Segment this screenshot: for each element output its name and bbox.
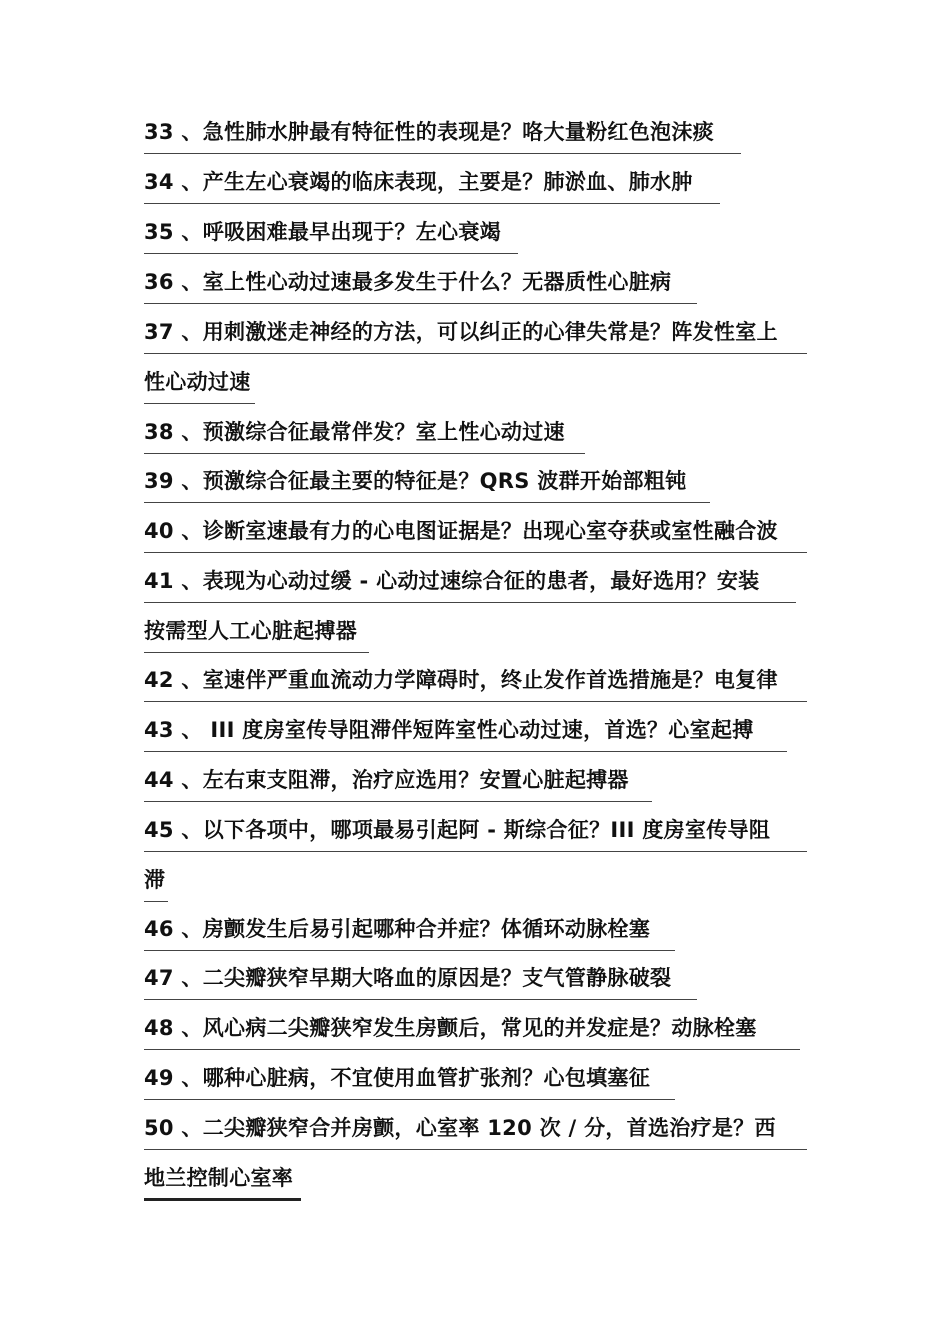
list-item — [144, 268, 671, 296]
underline — [144, 253, 518, 255]
list-item-continuation — [144, 866, 165, 894]
underline — [144, 1198, 301, 1201]
item-text: 46 、房颤发生后易引起哪种合并症？体循环动脉栓塞 — [144, 917, 651, 941]
list-item — [144, 1064, 650, 1092]
list-item — [144, 318, 778, 346]
underline — [144, 403, 255, 405]
underline — [144, 950, 675, 952]
list-item — [144, 716, 754, 744]
underline — [144, 602, 796, 604]
underline — [144, 701, 807, 703]
item-text: 48 、风心病二尖瓣狭窄发生房颤后，常见的并发症是？动脉栓塞 — [144, 1016, 757, 1040]
item-text: 44 、左右束支阻滞，治疗应选用？安置心脏起搏器 — [144, 768, 629, 792]
item-text: 42 、室速伴严重血流动力学障碍时，终止发作首选措施是？电复律 — [144, 668, 778, 692]
list-item — [144, 964, 671, 992]
underline — [144, 751, 787, 753]
item-text: 47 、二尖瓣狭窄早期大咯血的原因是？支气管静脉破裂 — [144, 966, 672, 990]
underline — [144, 851, 807, 853]
item-text: 38 、预激综合征最常伴发？室上性心动过速 — [144, 420, 565, 444]
underline — [144, 453, 585, 455]
list-item — [144, 118, 714, 146]
list-item — [144, 1114, 776, 1142]
list-item — [144, 218, 501, 246]
item-text: 43 、 III 度房室传导阻滞伴短阵室性心动过速，首选？心室起搏 — [144, 718, 754, 742]
list-item — [144, 418, 565, 446]
underline — [144, 1149, 807, 1151]
list-item-continuation — [144, 1164, 293, 1192]
underline — [144, 353, 807, 355]
underline — [144, 1049, 800, 1051]
list-item — [144, 168, 693, 196]
underline — [144, 153, 741, 155]
item-text: 45 、以下各项中，哪项最易引起阿 - 斯综合征？III 度房室传导阻 — [144, 818, 771, 842]
list-item — [144, 766, 629, 794]
item-text: 地兰控制心室率 — [144, 1166, 294, 1190]
item-text: 49 、哪种心脏病，不宜使用血管扩张剂？心包填塞征 — [144, 1066, 651, 1090]
item-text: 性心动过速 — [144, 370, 251, 394]
underline — [144, 203, 720, 205]
item-text: 35 、呼吸困难最早出现于？左心衰竭 — [144, 220, 501, 244]
item-text: 50 、二尖瓣狭窄合并房颤，心室率 120 次 / 分，首选治疗是？西 — [144, 1116, 776, 1140]
underline — [144, 1099, 675, 1101]
item-text: 39 、预激综合征最主要的特征是？QRS 波群开始部粗钝 — [144, 469, 687, 493]
underline — [144, 999, 697, 1001]
item-text: 37 、用刺激迷走神经的方法，可以纠正的心律失常是？阵发性室上 — [144, 320, 778, 344]
underline — [144, 303, 697, 305]
list-item-continuation — [144, 368, 251, 396]
underline — [144, 901, 168, 903]
item-text: 滞 — [144, 868, 166, 892]
underline — [144, 801, 652, 803]
list-item — [144, 567, 759, 595]
item-text: 41 、表现为心动过缓 - 心动过速综合征的患者，最好选用？安装 — [144, 569, 760, 593]
underline — [144, 652, 369, 654]
list-item — [144, 1014, 757, 1042]
item-text: 34 、产生左心衰竭的临床表现，主要是？肺淤血、肺水肿 — [144, 170, 693, 194]
item-text: 36 、室上性心动过速最多发生于什么？无器质性心脏病 — [144, 270, 672, 294]
list-item — [144, 816, 770, 844]
item-text: 按需型人工心脏起搏器 — [144, 619, 357, 643]
item-text: 40 、诊断室速最有力的心电图证据是？出现心室夺获或室性融合波 — [144, 519, 778, 543]
list-item — [144, 666, 778, 694]
item-text: 33 、急性肺水肿最有特征性的表现是？咯大量粉红色泡沫痰 — [144, 120, 714, 144]
list-item-continuation — [144, 617, 357, 645]
underline — [144, 502, 710, 504]
underline — [144, 552, 807, 554]
list-item — [144, 915, 650, 943]
list-item — [144, 517, 778, 545]
list-item — [144, 467, 686, 495]
